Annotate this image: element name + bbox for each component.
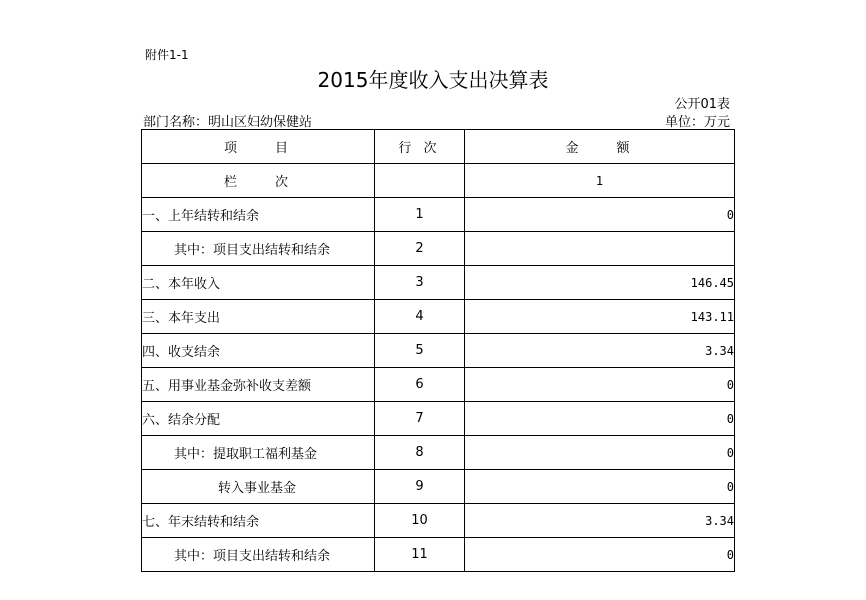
row-line-number: 6 bbox=[375, 368, 465, 402]
row-amount: 0 bbox=[465, 470, 735, 504]
column-header-line: 行 次 bbox=[375, 130, 465, 164]
row-line-number: 5 bbox=[375, 334, 465, 368]
row-line-number: 9 bbox=[375, 470, 465, 504]
department-name: 部门名称：明山区妇幼保健站 bbox=[143, 115, 313, 130]
table-row bbox=[142, 470, 735, 504]
unit-label: 单位：万元 bbox=[664, 115, 730, 130]
row-item-label: 其中：项目支出结转和结余 bbox=[142, 232, 375, 266]
column-header-item: 项 目 bbox=[142, 130, 375, 164]
column-index-amount: 1 bbox=[465, 164, 735, 198]
row-item-label: 六、结余分配 bbox=[142, 402, 375, 436]
row-amount: 0 bbox=[465, 402, 735, 436]
row-amount: 3.34 bbox=[465, 334, 735, 368]
row-amount: 0 bbox=[465, 436, 735, 470]
form-number: 公开01表 bbox=[674, 97, 730, 112]
row-amount: 3.34 bbox=[465, 504, 735, 538]
row-line-number: 11 bbox=[375, 538, 465, 572]
row-amount bbox=[465, 232, 735, 266]
row-line-number: 7 bbox=[375, 402, 465, 436]
column-index-label: 栏 次 bbox=[142, 164, 375, 198]
budget-table-body bbox=[142, 130, 735, 572]
table-row bbox=[142, 368, 735, 402]
row-amount: 143.11 bbox=[465, 300, 735, 334]
column-header-amount: 金 额 bbox=[465, 130, 735, 164]
budget-table bbox=[141, 129, 735, 572]
table-row bbox=[142, 504, 735, 538]
table-row bbox=[142, 266, 735, 300]
table-row bbox=[142, 436, 735, 470]
column-index-row bbox=[142, 164, 735, 198]
column-index-line bbox=[375, 164, 465, 198]
row-line-number: 2 bbox=[375, 232, 465, 266]
page-title: 2015年度收入支出决算表 bbox=[317, 68, 549, 92]
table-row bbox=[142, 334, 735, 368]
row-line-number: 8 bbox=[375, 436, 465, 470]
table-row bbox=[142, 232, 735, 266]
row-line-number: 1 bbox=[375, 198, 465, 232]
table-row bbox=[142, 300, 735, 334]
attachment-label: 附件1-1 bbox=[145, 48, 189, 62]
table-row bbox=[142, 538, 735, 572]
row-item-label: 五、用事业基金弥补收支差额 bbox=[142, 368, 375, 402]
row-amount: 146.45 bbox=[465, 266, 735, 300]
row-amount: 0 bbox=[465, 538, 735, 572]
table-row bbox=[142, 198, 735, 232]
row-amount: 0 bbox=[465, 198, 735, 232]
row-item-label: 其中：提取职工福利基金 bbox=[142, 436, 375, 470]
row-item-label: 三、本年支出 bbox=[142, 300, 375, 334]
header-row bbox=[142, 130, 735, 164]
row-item-label: 一、上年结转和结余 bbox=[142, 198, 375, 232]
row-item-label: 七、年末结转和结余 bbox=[142, 504, 375, 538]
row-line-number: 10 bbox=[375, 504, 465, 538]
row-line-number: 3 bbox=[375, 266, 465, 300]
row-line-number: 4 bbox=[375, 300, 465, 334]
row-item-label: 转入事业基金 bbox=[142, 470, 375, 504]
table-row bbox=[142, 402, 735, 436]
row-amount: 0 bbox=[465, 368, 735, 402]
row-item-label: 四、收支结余 bbox=[142, 334, 375, 368]
row-item-label: 其中：项目支出结转和结余 bbox=[142, 538, 375, 572]
row-item-label: 二、本年收入 bbox=[142, 266, 375, 300]
